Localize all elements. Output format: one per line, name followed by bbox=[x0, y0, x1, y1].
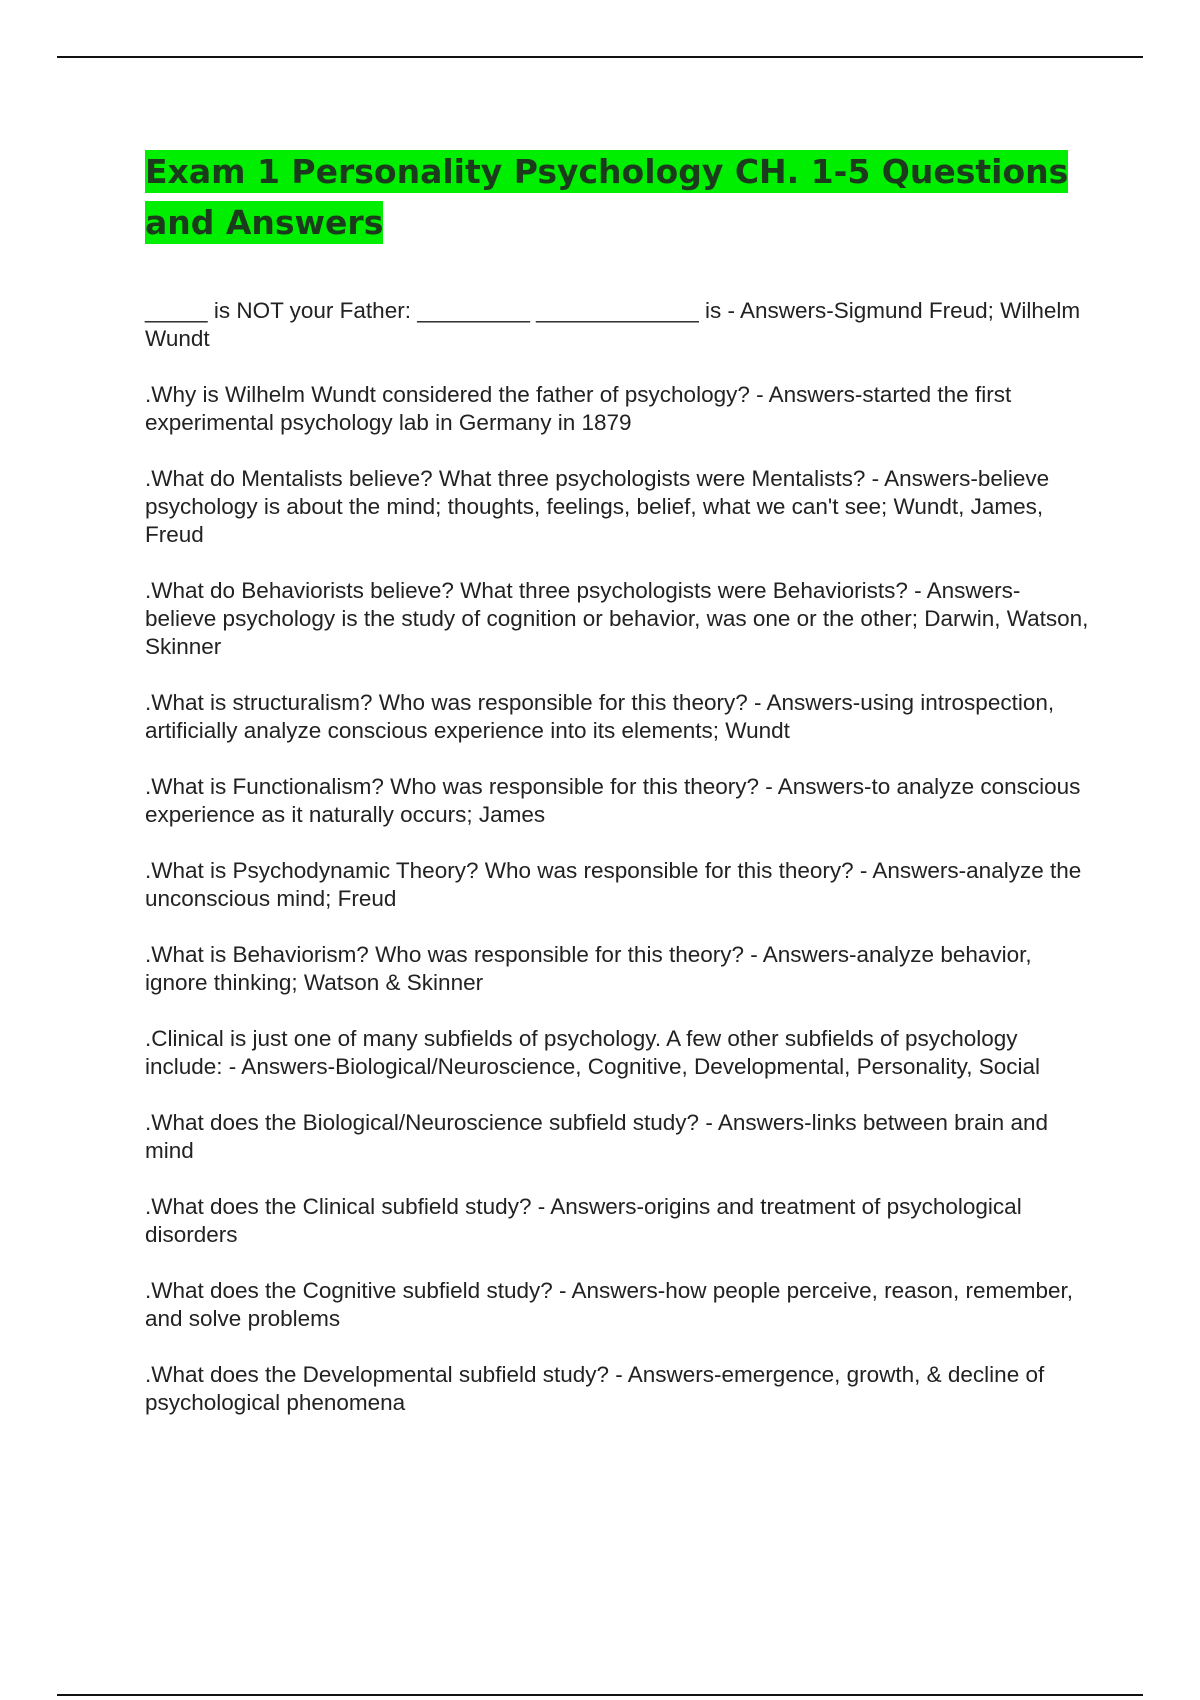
qa-item: .What do Mentalists believe? What three psychologists were Mentalists? - Answers-believe psychology is about the mind; thoughts, feelings, belief, what we can't see; Wundt, James, Freud bbox=[145, 466, 1050, 547]
qa-item: .Clinical is just one of many subfields of psychology. A few other subfields of psychology include: - Answers-Biological/Neuroscience, Cognitive, Developmental, Personality, Social bbox=[145, 1026, 1041, 1079]
document-title bbox=[145, 146, 1105, 248]
qa-list bbox=[145, 297, 1090, 1445]
qa-item: .What does the Cognitive subfield study? - Answers-how people perceive, reason, remember, and solve problems bbox=[145, 1278, 1073, 1331]
header-rule bbox=[57, 56, 1143, 58]
qa-item: .What is Behaviorism? Who was responsible for this theory? - Answers-analyze behavior, ignore thinking; Watson & Skinner bbox=[145, 942, 1032, 995]
qa-item: .Why is Wilhelm Wundt considered the father of psychology? - Answers-started the first experimental psychology lab in Germany in 1879 bbox=[145, 382, 1012, 435]
document-title-text: Exam 1 Personality Psychology CH. 1-5 Questions and Answers bbox=[145, 152, 1069, 242]
qa-item: .What is Functionalism? Who was responsible for this theory? - Answers-to analyze conscious experience as it naturally occurs; James bbox=[145, 774, 1081, 827]
qa-item: .What does the Developmental subfield study? - Answers-emergence, growth, & decline of psychological phenomena bbox=[145, 1362, 1045, 1415]
qa-item: .What does the Clinical subfield study? - Answers-origins and treatment of psychological disorders bbox=[145, 1194, 1022, 1247]
qa-item: .What does the Biological/Neuroscience subfield study? - Answers-links between brain and mind bbox=[145, 1110, 1048, 1163]
qa-item: _____ is NOT your Father: _________ _____________ is - Answers-Sigmund Freud; Wilhelm Wundt bbox=[145, 298, 1081, 351]
title-block bbox=[145, 146, 1105, 248]
qa-item: .What do Behaviorists believe? What three psychologists were Behaviorists? - Answers-believe psychology is the study of cognition or behavior, was one or the other; Darwin, Watson, Skinner bbox=[145, 578, 1089, 659]
footer-rule bbox=[57, 1694, 1143, 1696]
qa-item: .What is structuralism? Who was responsible for this theory? - Answers-using introspection, artificially analyze conscious experience into its elements; Wundt bbox=[145, 690, 1055, 743]
qa-item: .What is Psychodynamic Theory? Who was responsible for this theory? - Answers-analyze the unconscious mind; Freud bbox=[145, 858, 1082, 911]
